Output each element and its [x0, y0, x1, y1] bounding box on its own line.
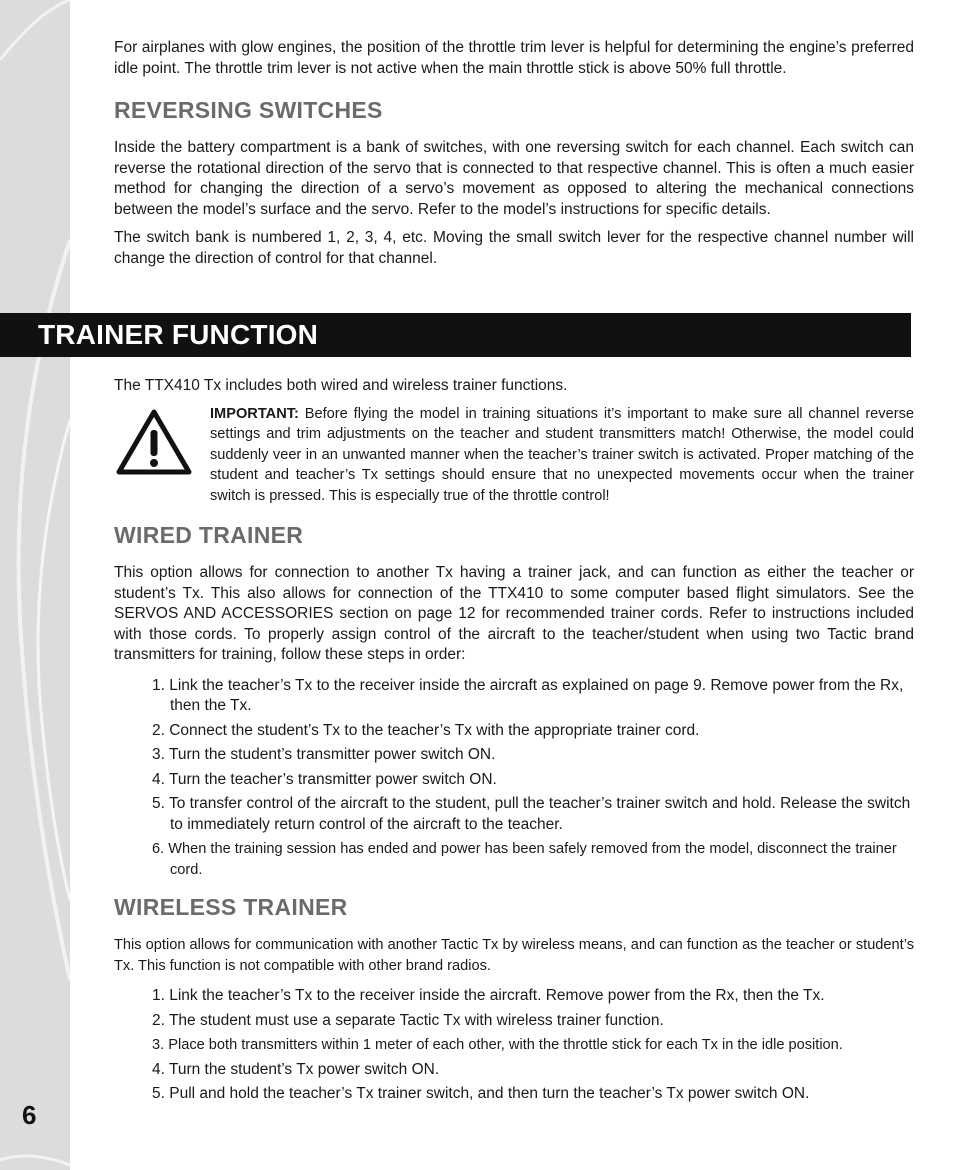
list-item: 2. The student must use a separate Tactic Tx with wireless trainer function.	[152, 1011, 664, 1029]
list-item: 4. Turn the teacher’s transmitter power switch ON.	[152, 770, 497, 788]
wired-trainer-heading: WIRED TRAINER	[114, 522, 304, 548]
important-notice	[114, 404, 914, 507]
trainer-intro: The TTX410 Tx includes both wired and wireless trainer functions.	[114, 377, 568, 394]
reversing-switches-heading: REVERSING SWITCHES	[114, 97, 383, 123]
reversing-paragraph-2: The switch bank is numbered 1, 2, 3, 4, etc. Moving the small switch lever for the respective channel number will change the direction of control for that channel.	[114, 229, 914, 267]
top-content	[114, 38, 914, 269]
list-item: 1. Link the teacher’s Tx to the receiver inside the aircraft as explained on page 9. Remove power from the Rx, then the Tx.	[152, 676, 904, 714]
important-body: Before flying the model in training situations it’s important to make sure all channel reverse settings and trim adjustments on the teacher and student transmitters match! Otherwise, the model could suddenly veer in an unwanted manner when the teacher’s trainer switch is activated. Proper matching of the student and teacher’s Tx settings should ensure that no unexpected movements occur when the trainer switch is pressed. This is especially true of the throttle control!	[210, 405, 914, 504]
intro-paragraph: For airplanes with glow engines, the position of the throttle trim lever is helpful for determining the engine’s preferred idle point. The throttle trim lever is not active when the main throttle stick is above 50% full throttle.	[114, 39, 914, 77]
decorative-curves	[0, 0, 70, 1170]
wired-steps	[114, 676, 914, 881]
list-item: 4. Turn the student’s Tx power switch ON.	[152, 1060, 440, 1078]
list-item: 2. Connect the student’s Tx to the teacher’s Tx with the appropriate trainer cord.	[152, 721, 700, 739]
page-number: 6	[22, 1100, 37, 1130]
trainer-content	[114, 376, 914, 1109]
wireless-steps	[114, 986, 914, 1105]
trainer-function-title: TRAINER FUNCTION	[38, 319, 319, 350]
list-item: 5. Pull and hold the teacher’s Tx trainer switch, and then turn the teacher’s Tx power switch ON.	[152, 1085, 810, 1102]
list-item: 3. Place both transmitters within 1 meter of each other, with the throttle stick for each Tx in the idle position.	[152, 1037, 843, 1053]
wireless-trainer-heading: WIRELESS TRAINER	[114, 894, 348, 920]
trainer-function-banner	[0, 313, 911, 357]
page-side-strip	[0, 0, 70, 1170]
reversing-paragraph-1: Inside the battery compartment is a bank of switches, with one reversing switch for each channel. Each switch can reverse the rotational direction of the servo that is connected to that respective channel. This is often a much easier method for changing the direction of a servo’s movement as opposed to altering the mechanical connections between the model’s surface and the servo. Refer to the model’s instructions for specific details.	[114, 139, 914, 218]
warning-triangle-icon	[114, 406, 194, 478]
list-item: 5. To transfer control of the aircraft to the student, pull the teacher’s trainer switch and hold. Release the switch to immediately return control of the aircraft to the teacher.	[152, 795, 911, 833]
list-item: 6. When the training session has ended and power has been safely removed from the model, disconnect the trainer cord.	[152, 841, 897, 878]
important-label: IMPORTANT:	[210, 405, 299, 422]
important-text	[210, 404, 914, 507]
list-item: 3. Turn the student’s transmitter power switch ON.	[152, 746, 496, 763]
list-item: 1. Link the teacher’s Tx to the receiver inside the aircraft. Remove power from the Rx, then the Tx.	[152, 987, 825, 1004]
wireless-paragraph: This option allows for communication with another Tactic Tx by wireless means, and can function as the teacher or student’s Tx. This function is not compatible with other brand radios.	[114, 937, 914, 974]
wired-paragraph: This option allows for connection to another Tx having a trainer jack, and can function as either the teacher or student’s Tx. This also allows for connection of the TTX410 to some computer based flight simulators. See the SERVOS AND ACCESSORIES section on page 12 for recommended trainer cords. Refer to instructions included with those cords. To properly assign control of the aircraft to the teacher/student when using two Tactic brand transmitters for training, follow these steps in order:	[114, 564, 914, 663]
